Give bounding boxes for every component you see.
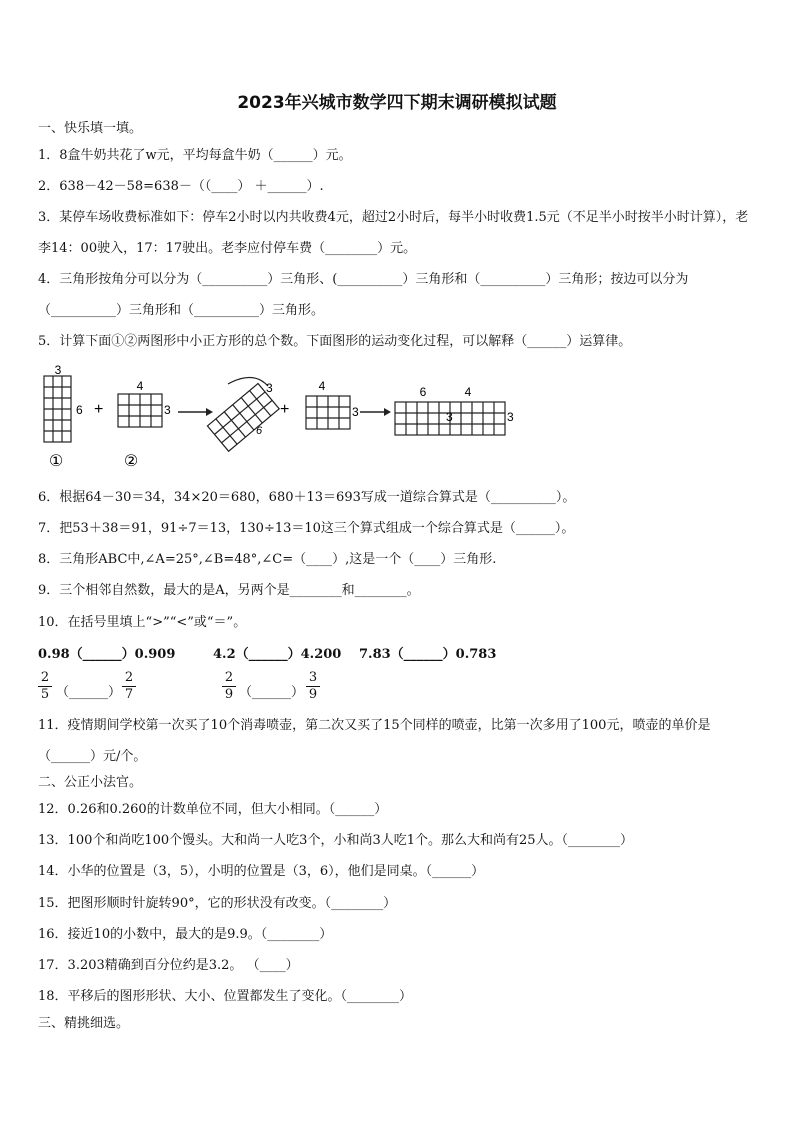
fraction-2-5 xyxy=(38,670,52,703)
fraction-3-9 xyxy=(306,670,320,703)
question-13: 13．100个和尚吃100个馒头。大和尚一人吃3个，小和尚3人吃1个。那么大和尚有25人。（________） xyxy=(38,833,634,848)
denominator: 9 xyxy=(224,687,234,702)
figure-label-3: 3 xyxy=(266,381,273,395)
question-5-figure xyxy=(38,362,718,472)
fraction-2-7 xyxy=(122,670,136,703)
compare-item-1: 0.98（______）0.909 xyxy=(38,647,176,662)
plus-sign: + xyxy=(280,401,290,418)
compare-item-5: （______） xyxy=(239,685,305,700)
numerator: 2 xyxy=(222,670,236,687)
question-17: 17．3.203精确到百分位约是3.2。 （____） xyxy=(38,958,299,973)
figure-label-3: 3 xyxy=(507,410,514,424)
section-heading: 二、公正小法官。 xyxy=(38,775,143,790)
figure-label-3: 3 xyxy=(164,403,171,417)
question-8: 8．三角形ABC中,∠A=25°,∠B=48°,∠C=（____）,这是一个（____）三角形. xyxy=(38,552,497,567)
arrow-head-shape xyxy=(384,408,391,416)
figure-label-3: 3 xyxy=(352,405,359,419)
question-4: 4．三角形按角分可以分为（__________）三角形、(__________）三角形和（__________）三角形；按边可以分为（__________）三角形和（__________）三角形。 xyxy=(38,272,689,318)
question-5: 5．计算下面①②两图形中小正方形的总个数。下面图形的运动变化过程，可以解释（______）运算律。 xyxy=(38,334,632,349)
figure-label-4: 4 xyxy=(318,379,326,393)
compare-item-3: 7.83（______）0.783 xyxy=(359,647,497,662)
question-18: 18．平移后的图形形状、大小、位置都发生了变化。（________） xyxy=(38,989,413,1004)
compare-item-2: 4.2（______）4.200 xyxy=(213,647,342,662)
numerator: 2 xyxy=(38,670,52,687)
question-10: 10．在括号里填上“>”“<”或“＝”。 xyxy=(38,615,247,630)
figure-number-1: ① xyxy=(48,453,64,470)
figure-label-6: 6 xyxy=(419,385,427,399)
grid-figure-2-copy xyxy=(306,396,350,429)
figure-label-4: 4 xyxy=(464,385,472,399)
section-heading: 三、精挑细选。 xyxy=(38,1016,130,1031)
question-14: 14．小华的位置是（3，5），小明的位置是（3，6），他们是同桌。（______） xyxy=(38,864,485,879)
question-12: 12．0.26和0.260的计数单位不同，但大小相同。（______） xyxy=(38,802,388,817)
question-7: 7．把53＋38＝91，91÷7＝13，130÷13＝10这三个算式组成一个综合算式是（______）。 xyxy=(38,521,575,536)
question-11: 11．疫情期间学校第一次买了10个消毒喷壶，第二次又买了15个同样的喷壶，比第一次多用了100元，喷壶的单价是（______）元/个。 xyxy=(38,718,711,764)
page-title: 2023年兴城市数学四下期末调研模拟试题 xyxy=(237,93,557,113)
question-2: 2．638－42－58=638－（（____） ＋______）. xyxy=(38,179,324,194)
rotation-arc-shape xyxy=(228,377,268,386)
question-3: 3．某停车场收费标准如下：停车2小时以内共收费4元，超过2小时后，每半小时收费1.5元（不足半小时按半小时计算），老李14：00驶入，17：17驶出。老李应付停车费（________）元。 xyxy=(38,210,749,256)
question-1: 1．8盒牛奶共花了w元，平均每盒牛奶（______）元。 xyxy=(38,148,352,163)
fraction-2-9 xyxy=(222,670,236,703)
numerator: 2 xyxy=(122,670,136,687)
section-heading: 一、快乐填一填。 xyxy=(38,121,143,136)
figure-label-3: 3 xyxy=(54,363,62,377)
figure-label-6: 6 xyxy=(76,403,83,417)
figure-label-6: 6 xyxy=(256,425,263,437)
grid-figure-2 xyxy=(118,394,162,427)
denominator: 9 xyxy=(308,687,318,702)
figure-label-3: 3 xyxy=(446,410,453,424)
compare-item-4: （______） xyxy=(56,685,122,700)
arrow-head-shape xyxy=(206,408,213,416)
figure-label-4: 4 xyxy=(136,379,144,393)
denominator: 7 xyxy=(124,687,134,702)
denominator: 5 xyxy=(40,687,50,702)
question-9: 9．三个相邻自然数，最大的是A，另两个是________和________。 xyxy=(38,583,420,598)
question-16: 16．接近10的小数中，最大的是9.9。（________） xyxy=(38,927,333,942)
numerator: 3 xyxy=(306,670,320,687)
figure-number-2: ② xyxy=(123,453,139,470)
plus-sign: + xyxy=(94,401,104,418)
grid-figure-1 xyxy=(44,376,71,442)
question-15: 15．把图形顺时针旋转90°，它的形状没有改变。（________） xyxy=(38,896,397,911)
question-6: 6．根据64－30＝34，34×20＝680，680＋13＝693写成一道综合算式是（__________）。 xyxy=(38,490,576,505)
